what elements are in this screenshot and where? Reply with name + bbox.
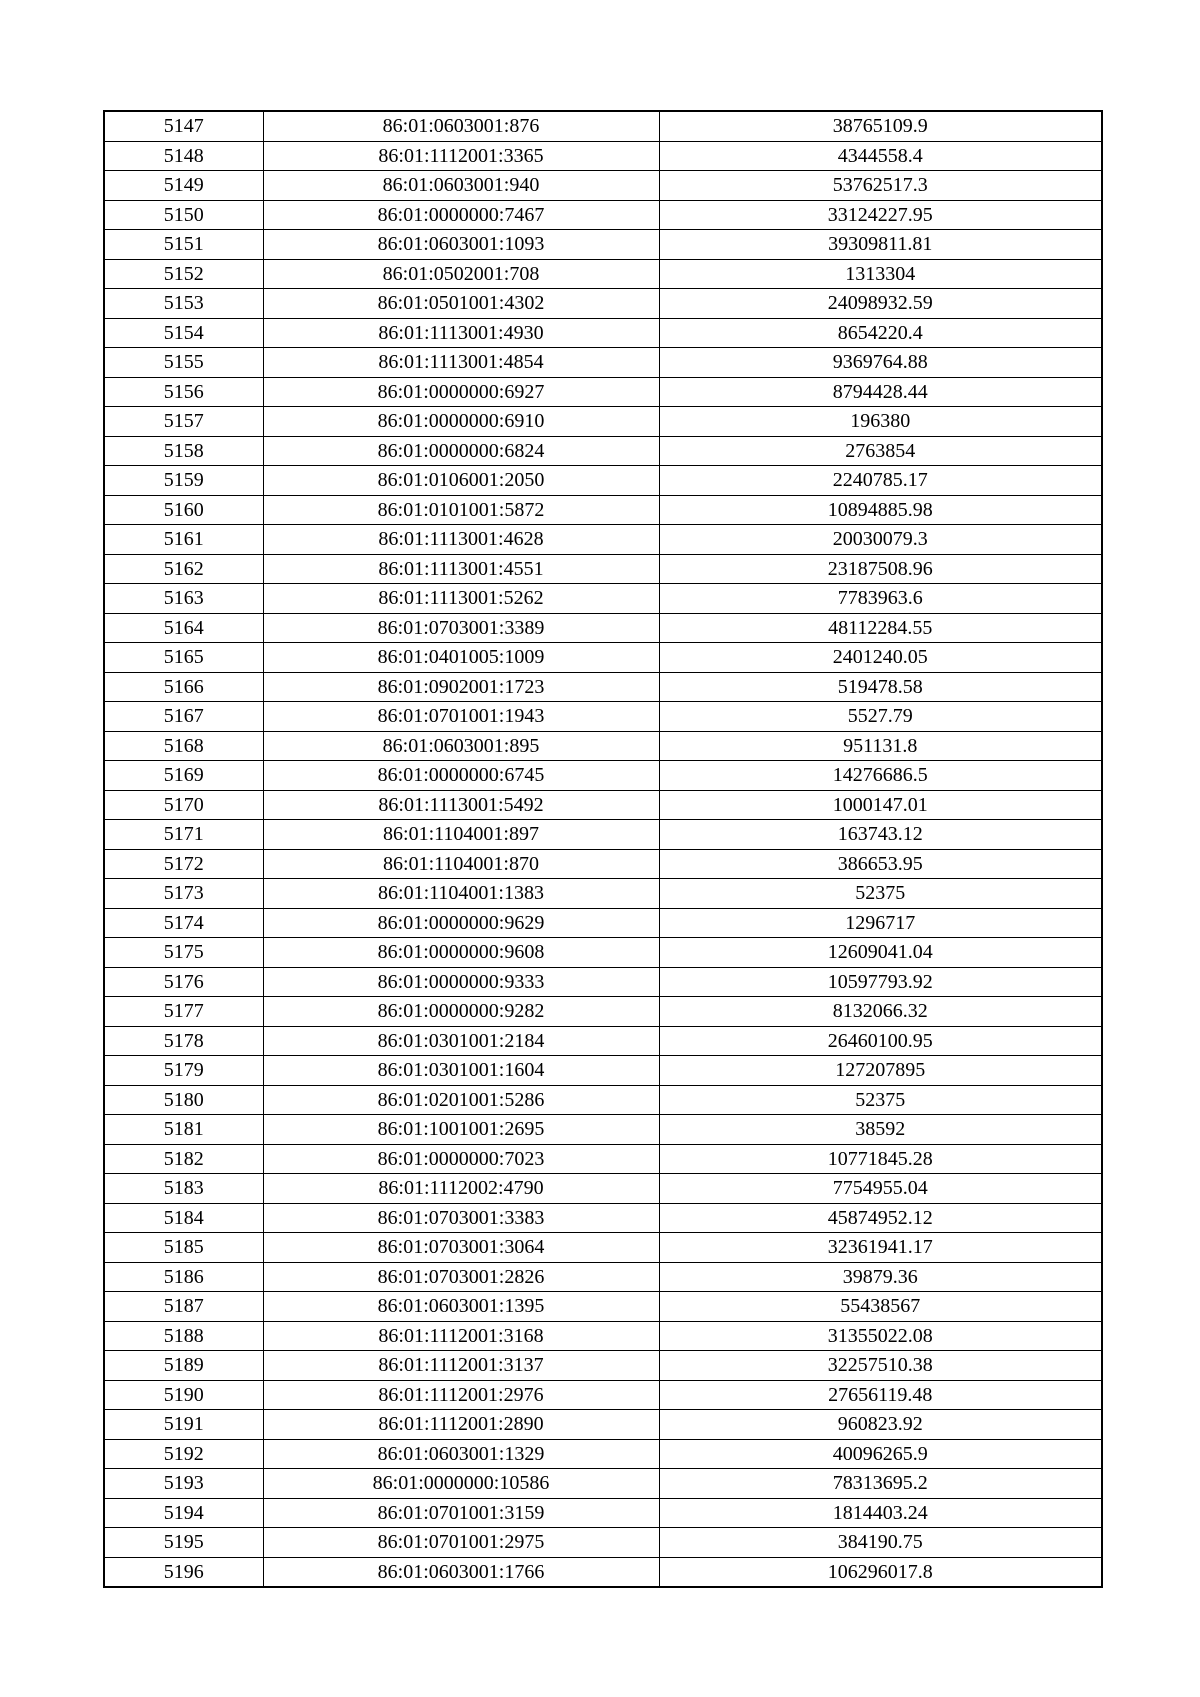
- row-number-cell: 5189: [104, 1351, 263, 1381]
- table-row: [104, 879, 1102, 909]
- row-number-cell: 5184: [104, 1203, 263, 1233]
- table-row: [104, 938, 1102, 968]
- table-row: [104, 1439, 1102, 1469]
- value-cell: 53762517.3: [659, 171, 1102, 201]
- table-row: [104, 1085, 1102, 1115]
- row-number-cell: 5193: [104, 1469, 263, 1499]
- row-number-cell: 5196: [104, 1557, 263, 1587]
- row-number-cell: 5163: [104, 584, 263, 614]
- row-number-cell: 5167: [104, 702, 263, 732]
- value-cell: 33124227.95: [659, 200, 1102, 230]
- row-number-cell: 5164: [104, 613, 263, 643]
- value-cell: 27656119.48: [659, 1380, 1102, 1410]
- cadastral-number-cell: 86:01:1001001:2695: [263, 1115, 659, 1145]
- row-number-cell: 5177: [104, 997, 263, 1027]
- cadastral-number-cell: 86:01:1113001:4628: [263, 525, 659, 555]
- table-row: [104, 1351, 1102, 1381]
- row-number-cell: 5183: [104, 1174, 263, 1204]
- value-cell: 4344558.4: [659, 141, 1102, 171]
- cadastral-number-cell: 86:01:0501001:4302: [263, 289, 659, 319]
- value-cell: 384190.75: [659, 1528, 1102, 1558]
- row-number-cell: 5185: [104, 1233, 263, 1263]
- cadastral-number-cell: 86:01:0301001:1604: [263, 1056, 659, 1086]
- cadastral-number-cell: 86:01:0301001:2184: [263, 1026, 659, 1056]
- row-number-cell: 5147: [104, 111, 263, 141]
- row-number-cell: 5173: [104, 879, 263, 909]
- row-number-cell: 5192: [104, 1439, 263, 1469]
- table-row: [104, 1528, 1102, 1558]
- table-row: [104, 1144, 1102, 1174]
- table-row: [104, 171, 1102, 201]
- value-cell: 1313304: [659, 259, 1102, 289]
- table-row: [104, 318, 1102, 348]
- cadastral-number-cell: 86:01:0603001:1395: [263, 1292, 659, 1322]
- row-number-cell: 5186: [104, 1262, 263, 1292]
- table-row: [104, 348, 1102, 378]
- row-number-cell: 5182: [104, 1144, 263, 1174]
- value-cell: 45874952.12: [659, 1203, 1102, 1233]
- row-number-cell: 5157: [104, 407, 263, 437]
- value-cell: 386653.95: [659, 849, 1102, 879]
- table-row: [104, 820, 1102, 850]
- row-number-cell: 5148: [104, 141, 263, 171]
- cadastral-number-cell: 86:01:1113001:5492: [263, 790, 659, 820]
- value-cell: 10894885.98: [659, 495, 1102, 525]
- table-row: [104, 200, 1102, 230]
- cadastral-number-cell: 86:01:0703001:3064: [263, 1233, 659, 1263]
- row-number-cell: 5155: [104, 348, 263, 378]
- row-number-cell: 5191: [104, 1410, 263, 1440]
- cadastral-number-cell: 86:01:1112001:3137: [263, 1351, 659, 1381]
- table-row: [104, 466, 1102, 496]
- cadastral-number-cell: 86:01:0701001:1943: [263, 702, 659, 732]
- value-cell: 2763854: [659, 436, 1102, 466]
- row-number-cell: 5178: [104, 1026, 263, 1056]
- row-number-cell: 5181: [104, 1115, 263, 1145]
- value-cell: 1814403.24: [659, 1498, 1102, 1528]
- value-cell: 10597793.92: [659, 967, 1102, 997]
- row-number-cell: 5150: [104, 200, 263, 230]
- value-cell: 5527.79: [659, 702, 1102, 732]
- value-cell: 23187508.96: [659, 554, 1102, 584]
- cadastral-number-cell: 86:01:0101001:5872: [263, 495, 659, 525]
- table-row: [104, 1233, 1102, 1263]
- value-cell: 951131.8: [659, 731, 1102, 761]
- cadastral-number-cell: 86:01:0701001:2975: [263, 1528, 659, 1558]
- cadastral-number-cell: 86:01:1112001:3168: [263, 1321, 659, 1351]
- cadastral-number-cell: 86:01:1112001:2976: [263, 1380, 659, 1410]
- row-number-cell: 5158: [104, 436, 263, 466]
- value-cell: 12609041.04: [659, 938, 1102, 968]
- cadastral-number-cell: 86:01:1104001:1383: [263, 879, 659, 909]
- value-cell: 8132066.32: [659, 997, 1102, 1027]
- row-number-cell: 5175: [104, 938, 263, 968]
- table-row: [104, 731, 1102, 761]
- value-cell: 26460100.95: [659, 1026, 1102, 1056]
- row-number-cell: 5149: [104, 171, 263, 201]
- table-row: [104, 436, 1102, 466]
- table-row: [104, 849, 1102, 879]
- table-row: [104, 1115, 1102, 1145]
- value-cell: 2401240.05: [659, 643, 1102, 673]
- row-number-cell: 5187: [104, 1292, 263, 1322]
- table-row: [104, 259, 1102, 289]
- value-cell: 39309811.81: [659, 230, 1102, 260]
- value-cell: 32361941.17: [659, 1233, 1102, 1263]
- cadastral-number-cell: 86:01:0603001:1093: [263, 230, 659, 260]
- row-number-cell: 5179: [104, 1056, 263, 1086]
- row-number-cell: 5180: [104, 1085, 263, 1115]
- table-row: [104, 1469, 1102, 1499]
- cadastral-number-cell: 86:01:1104001:897: [263, 820, 659, 850]
- cadastral-number-cell: 86:01:0603001:1329: [263, 1439, 659, 1469]
- cadastral-number-cell: 86:01:1104001:870: [263, 849, 659, 879]
- table-row: [104, 997, 1102, 1027]
- cadastral-number-cell: 86:01:0201001:5286: [263, 1085, 659, 1115]
- row-number-cell: 5170: [104, 790, 263, 820]
- table-row: [104, 1026, 1102, 1056]
- table-row: [104, 495, 1102, 525]
- table-row: [104, 1203, 1102, 1233]
- table-row: [104, 289, 1102, 319]
- cadastral-number-cell: 86:01:0000000:9629: [263, 908, 659, 938]
- row-number-cell: 5165: [104, 643, 263, 673]
- value-cell: 48112284.55: [659, 613, 1102, 643]
- table-row: [104, 1262, 1102, 1292]
- cadastral-number-cell: 86:01:0000000:6927: [263, 377, 659, 407]
- value-cell: 7754955.04: [659, 1174, 1102, 1204]
- row-number-cell: 5188: [104, 1321, 263, 1351]
- cadastral-number-cell: 86:01:0902001:1723: [263, 672, 659, 702]
- cadastral-number-cell: 86:01:1112001:2890: [263, 1410, 659, 1440]
- row-number-cell: 5162: [104, 554, 263, 584]
- value-cell: 24098932.59: [659, 289, 1102, 319]
- value-cell: 8794428.44: [659, 377, 1102, 407]
- table-row: [104, 1056, 1102, 1086]
- value-cell: 106296017.8: [659, 1557, 1102, 1587]
- row-number-cell: 5153: [104, 289, 263, 319]
- value-cell: 10771845.28: [659, 1144, 1102, 1174]
- table-body: [104, 111, 1102, 1587]
- table-row: [104, 761, 1102, 791]
- cadastral-number-cell: 86:01:1113001:4854: [263, 348, 659, 378]
- value-cell: 127207895: [659, 1056, 1102, 1086]
- row-number-cell: 5161: [104, 525, 263, 555]
- value-cell: 163743.12: [659, 820, 1102, 850]
- table-row: [104, 407, 1102, 437]
- row-number-cell: 5159: [104, 466, 263, 496]
- value-cell: 40096265.9: [659, 1439, 1102, 1469]
- cadastral-number-cell: 86:01:0502001:708: [263, 259, 659, 289]
- value-cell: 9369764.88: [659, 348, 1102, 378]
- cadastral-number-cell: 86:01:0701001:3159: [263, 1498, 659, 1528]
- row-number-cell: 5195: [104, 1528, 263, 1558]
- cadastral-number-cell: 86:01:0703001:3383: [263, 1203, 659, 1233]
- table-row: [104, 1557, 1102, 1587]
- cadastral-number-cell: 86:01:0703001:3389: [263, 613, 659, 643]
- cadastral-number-cell: 86:01:1113001:5262: [263, 584, 659, 614]
- row-number-cell: 5169: [104, 761, 263, 791]
- table-row: [104, 1498, 1102, 1528]
- row-number-cell: 5160: [104, 495, 263, 525]
- table-row: [104, 554, 1102, 584]
- cadastral-number-cell: 86:01:1112001:3365: [263, 141, 659, 171]
- value-cell: 14276686.5: [659, 761, 1102, 791]
- value-cell: 1296717: [659, 908, 1102, 938]
- value-cell: 55438567: [659, 1292, 1102, 1322]
- row-number-cell: 5166: [104, 672, 263, 702]
- value-cell: 519478.58: [659, 672, 1102, 702]
- table-row: [104, 1410, 1102, 1440]
- row-number-cell: 5171: [104, 820, 263, 850]
- cadastral-number-cell: 86:01:0000000:7023: [263, 1144, 659, 1174]
- table-row: [104, 525, 1102, 555]
- row-number-cell: 5172: [104, 849, 263, 879]
- value-cell: 32257510.38: [659, 1351, 1102, 1381]
- cadastral-value-table: [103, 110, 1103, 1588]
- cadastral-number-cell: 86:01:0401005:1009: [263, 643, 659, 673]
- value-cell: 38592: [659, 1115, 1102, 1145]
- table-row: [104, 377, 1102, 407]
- row-number-cell: 5194: [104, 1498, 263, 1528]
- table-row: [104, 672, 1102, 702]
- cadastral-number-cell: 86:01:0000000:6910: [263, 407, 659, 437]
- value-cell: 31355022.08: [659, 1321, 1102, 1351]
- value-cell: 38765109.9: [659, 111, 1102, 141]
- row-number-cell: 5176: [104, 967, 263, 997]
- table-row: [104, 141, 1102, 171]
- cadastral-number-cell: 86:01:0000000:9282: [263, 997, 659, 1027]
- row-number-cell: 5168: [104, 731, 263, 761]
- table-row: [104, 1174, 1102, 1204]
- table-row: [104, 613, 1102, 643]
- value-cell: 1000147.01: [659, 790, 1102, 820]
- value-cell: 196380: [659, 407, 1102, 437]
- row-number-cell: 5152: [104, 259, 263, 289]
- row-number-cell: 5190: [104, 1380, 263, 1410]
- cadastral-number-cell: 86:01:0000000:6824: [263, 436, 659, 466]
- cadastral-number-cell: 86:01:0603001:876: [263, 111, 659, 141]
- table-row: [104, 111, 1102, 141]
- table-row: [104, 1380, 1102, 1410]
- table-row: [104, 584, 1102, 614]
- cadastral-number-cell: 86:01:0000000:9608: [263, 938, 659, 968]
- row-number-cell: 5154: [104, 318, 263, 348]
- cadastral-number-cell: 86:01:0603001:895: [263, 731, 659, 761]
- cadastral-number-cell: 86:01:1113001:4551: [263, 554, 659, 584]
- row-number-cell: 5151: [104, 230, 263, 260]
- cadastral-number-cell: 86:01:0603001:940: [263, 171, 659, 201]
- value-cell: 2240785.17: [659, 466, 1102, 496]
- cadastral-number-cell: 86:01:1113001:4930: [263, 318, 659, 348]
- cadastral-number-cell: 86:01:0000000:9333: [263, 967, 659, 997]
- cadastral-number-cell: 86:01:0000000:10586: [263, 1469, 659, 1499]
- table-row: [104, 643, 1102, 673]
- row-number-cell: 5156: [104, 377, 263, 407]
- cadastral-number-cell: 86:01:0106001:2050: [263, 466, 659, 496]
- value-cell: 78313695.2: [659, 1469, 1102, 1499]
- table-row: [104, 230, 1102, 260]
- value-cell: 20030079.3: [659, 525, 1102, 555]
- row-number-cell: 5174: [104, 908, 263, 938]
- cadastral-number-cell: 86:01:1112002:4790: [263, 1174, 659, 1204]
- table-row: [104, 967, 1102, 997]
- value-cell: 7783963.6: [659, 584, 1102, 614]
- value-cell: 52375: [659, 1085, 1102, 1115]
- value-cell: 8654220.4: [659, 318, 1102, 348]
- cadastral-number-cell: 86:01:0000000:6745: [263, 761, 659, 791]
- table-row: [104, 1321, 1102, 1351]
- value-cell: 39879.36: [659, 1262, 1102, 1292]
- table-row: [104, 908, 1102, 938]
- table-row: [104, 790, 1102, 820]
- value-cell: 960823.92: [659, 1410, 1102, 1440]
- cadastral-number-cell: 86:01:0000000:7467: [263, 200, 659, 230]
- cadastral-number-cell: 86:01:0703001:2826: [263, 1262, 659, 1292]
- cadastral-number-cell: 86:01:0603001:1766: [263, 1557, 659, 1587]
- table-row: [104, 1292, 1102, 1322]
- value-cell: 52375: [659, 879, 1102, 909]
- table-row: [104, 702, 1102, 732]
